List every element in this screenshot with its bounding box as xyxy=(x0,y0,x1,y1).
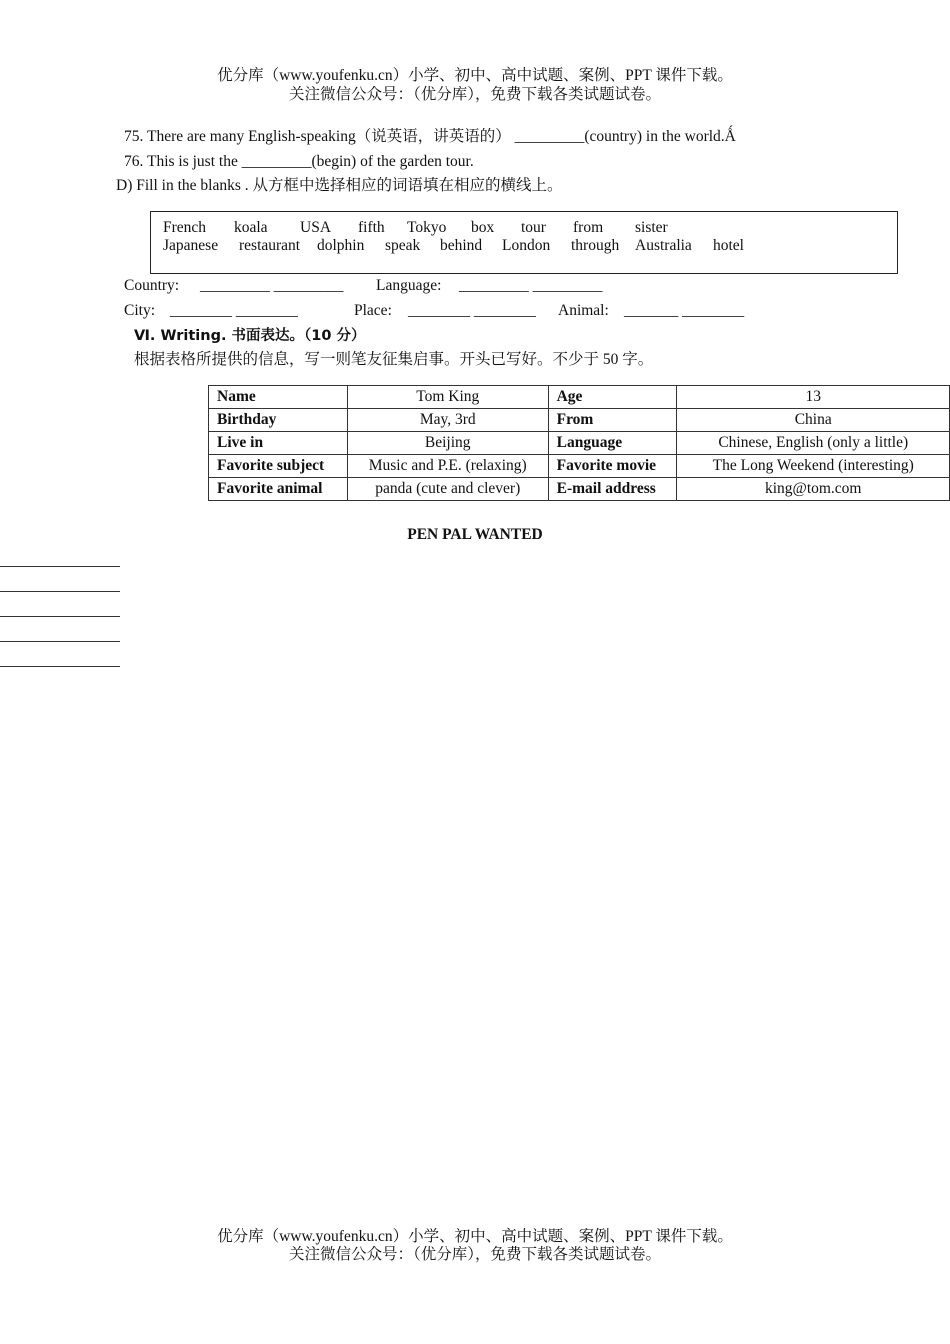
table-row xyxy=(209,386,950,409)
table-cell: Favorite animal xyxy=(209,478,348,501)
table-row xyxy=(209,455,950,478)
table-cell: From xyxy=(548,409,677,432)
table-cell: May, 3rd xyxy=(347,409,548,432)
pen-pal-info-table xyxy=(208,385,950,501)
place-label: Place: xyxy=(354,302,392,319)
table-cell: Age xyxy=(548,386,677,409)
footer-line-2: 关注微信公众号：（优分库），免费下载各类试题试卷。 xyxy=(288,1246,661,1263)
word-box-item: restaurant xyxy=(239,237,301,254)
word-box-item: speak xyxy=(385,237,421,254)
city-blanks: ________ ________ xyxy=(170,302,298,319)
table-cell: China xyxy=(677,409,950,432)
table-cell: Birthday xyxy=(209,409,348,432)
word-box-item: London xyxy=(502,237,551,254)
word-box-item: Japanese xyxy=(163,237,219,254)
word-box-item: hotel xyxy=(713,237,744,254)
question-75 xyxy=(124,128,736,146)
writing-line xyxy=(0,666,120,667)
table-row xyxy=(209,409,950,432)
word-box-item: Australia xyxy=(635,237,692,254)
word-box xyxy=(150,211,898,274)
word-box-item: from xyxy=(573,219,604,236)
section-d-title: D) Fill in the blanks . 从方框中选择相应的词语填在相应的横线上。 xyxy=(116,177,563,194)
animal-blanks: _______ ________ xyxy=(624,302,745,319)
word-box-item: sister xyxy=(635,219,668,236)
word-box-item: tour xyxy=(521,219,546,236)
header-line-2: 关注微信公众号：（优分库），免费下载各类试题试卷。 xyxy=(288,86,661,103)
question-76: 76. This is just the _________(begin) of the garden tour. xyxy=(124,153,474,170)
header-line-1: 优分库（www.youfenku.cn）小学、初中、高中试题、案例、PPT 课件下载。 xyxy=(217,67,733,84)
word-box-item: fifth xyxy=(358,219,385,236)
table-cell: Beijing xyxy=(347,432,548,455)
word-box-item: French xyxy=(163,219,207,236)
country-blanks: _________ _________ xyxy=(200,277,344,294)
table-cell: Live in xyxy=(209,432,348,455)
table-row xyxy=(209,432,950,455)
country-label: Country: xyxy=(124,277,180,294)
place-blanks: ________ ________ xyxy=(408,302,536,319)
writing-line xyxy=(0,591,120,592)
word-box-item: USA xyxy=(300,219,332,236)
writing-line xyxy=(0,566,120,567)
table-cell: Chinese, English (only a little) xyxy=(677,432,950,455)
language-label: Language: xyxy=(376,277,442,294)
table-cell: E-mail address xyxy=(548,478,677,501)
table-row xyxy=(209,478,950,501)
writing-line xyxy=(0,616,120,617)
language-blanks: _________ _________ xyxy=(459,277,603,294)
table-cell: 13 xyxy=(677,386,950,409)
table-cell: panda (cute and clever) xyxy=(347,478,548,501)
writing-line xyxy=(0,641,120,642)
writing-instruction: 根据表格所提供的信息，写一则笔友征集启事。开头已写好。不少于 50 字。 xyxy=(134,351,654,368)
writing-title: Ⅵ. Writing. 书面表达。（10 分） xyxy=(134,328,366,344)
table-cell: Music and P.E. (relaxing) xyxy=(347,455,548,478)
table-cell: king@tom.com xyxy=(677,478,950,501)
question-75-mark: Ǻ xyxy=(724,128,736,145)
table-cell: Favorite movie xyxy=(548,455,677,478)
footer-line-1: 优分库（www.youfenku.cn）小学、初中、高中试题、案例、PPT 课件下载。 xyxy=(217,1228,733,1245)
word-box-item: dolphin xyxy=(317,237,365,254)
word-box-item: Tokyo xyxy=(407,219,447,236)
animal-label: Animal: xyxy=(558,302,609,319)
table-cell: Language xyxy=(548,432,677,455)
word-box-item: koala xyxy=(234,219,268,236)
pen-pal-heading: PEN PAL WANTED xyxy=(407,526,543,543)
question-75-text: 75. There are many English-speaking（说英语，讲英语的） _________(country) in the world. xyxy=(124,128,725,145)
table-cell: Favorite subject xyxy=(209,455,348,478)
city-label: City: xyxy=(124,302,156,319)
word-box-item: behind xyxy=(440,237,483,254)
table-cell: Tom King xyxy=(347,386,548,409)
table-cell: The Long Weekend (interesting) xyxy=(677,455,950,478)
word-box-item: through xyxy=(571,237,620,254)
table-cell: Name xyxy=(209,386,348,409)
word-box-item: box xyxy=(471,219,495,236)
